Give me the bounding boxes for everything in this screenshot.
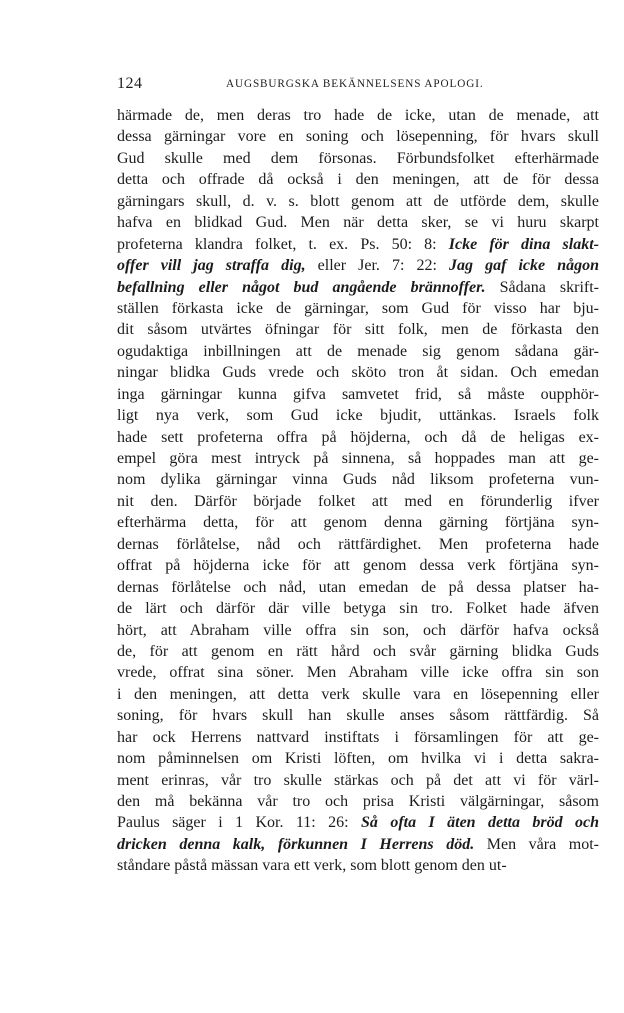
text-segment: soning, för hvars skull han skulle anses såsom rättfärdig. Så <box>117 707 599 725</box>
text-segment: har ock Herrens nattvard instiftats i församlingen för att ge- <box>117 728 599 746</box>
text-line <box>117 469 599 490</box>
text-segment: Paulus säger i 1 Kor. 11: 26: <box>117 814 362 832</box>
italic-quotation: befallning eller något bud angående brännoffer. <box>117 278 486 296</box>
text-line <box>117 362 599 383</box>
text-line <box>117 341 599 362</box>
italic-quotation: dricken denna kalk, förkunnen I Herrens död. <box>117 835 475 853</box>
text-segment: dernas förlåtelse och nåd, utan emedan de på dessa platser ha- <box>117 578 599 596</box>
text-line <box>117 641 599 662</box>
text-segment: dernas förlåtelse, nåd och rättfärdighet. Men profeterna hade <box>117 535 599 553</box>
text-line <box>117 791 599 812</box>
text-segment: nom påminnelsen om Kristi löften, om hvilka vi i detta sakra- <box>117 750 599 768</box>
page-header <box>117 75 599 95</box>
text-line <box>117 234 599 255</box>
text-segment: Gud skulle med dem försonas. Förbundsfolket efterhärmade <box>117 149 599 167</box>
text-line <box>117 491 599 512</box>
text-segment: profeterna klandra folket, t. ex. Ps. 50: 8: <box>117 235 449 253</box>
text-segment: i den meningen, att detta verk skulle vara en lösepenning eller <box>117 685 599 703</box>
text-line <box>117 448 599 469</box>
text-line <box>117 555 599 576</box>
text-line <box>117 727 599 748</box>
italic-quotation: Icke för dina slakt- <box>448 235 599 253</box>
text-line <box>117 534 599 555</box>
text-segment: nom dylika gärningar vinna Guds nåd liksom profeterna vun- <box>117 471 599 489</box>
text-line <box>117 255 599 276</box>
text-segment: efterhärma detta, för att genom denna gärning förtjäna syn- <box>117 514 599 532</box>
text-segment: detta och offrade då också i den meningen, att de för dessa <box>117 171 599 189</box>
text-line <box>117 705 599 726</box>
running-title: AUGSBURGSKA BEKÄNNELSENS APOLOGI. <box>226 78 484 90</box>
text-line <box>117 834 599 855</box>
text-segment: Sådana skrift- <box>485 278 599 296</box>
text-segment: vrede, offrat sina söner. Men Abraham ville icke offra sin son <box>117 664 599 682</box>
text-segment: ställen förkasta icke de gärningar, som Gud för visso har bju- <box>117 299 599 317</box>
text-segment: den må bekänna vår tro och prisa Kristi välgärningar, såsom <box>117 793 599 810</box>
text-line <box>117 598 599 619</box>
text-line <box>117 855 599 876</box>
text-segment: ogudaktiga inbillningen att de menade sig genom sådana gär- <box>117 342 599 360</box>
text-segment: ningar blidka Guds vrede och sköto tron åt sidan. Och emedan <box>117 364 599 382</box>
text-line <box>117 298 599 319</box>
text-line <box>117 169 599 190</box>
page-number: 124 <box>117 75 143 92</box>
text-line <box>117 384 599 405</box>
text-line <box>117 427 599 448</box>
text-line <box>117 748 599 769</box>
text-segment: dit såsom utvärtes öfningar för sitt folk, men de förkasta den <box>117 321 599 339</box>
text-segment: gärningars skull, d. v. s. blott genom att de utförde dem, skulle <box>117 192 599 210</box>
text-line <box>117 812 599 833</box>
text-line <box>117 319 599 340</box>
text-segment: de lärt och därför där ville betyga sin tro. Folket hade äfven <box>117 600 599 618</box>
text-segment: ment erinras, vår tro skulle stärkas och på det att vi för värl- <box>117 771 599 789</box>
body-text <box>117 105 599 877</box>
text-line <box>117 662 599 683</box>
text-line <box>117 620 599 641</box>
text-segment: Men våra mot- <box>474 835 599 853</box>
text-line <box>117 105 599 126</box>
italic-quotation: Så ofta I äten detta bröd och <box>361 814 600 832</box>
italic-quotation: Jag gaf icke någon <box>449 257 599 275</box>
text-line <box>117 277 599 298</box>
text-segment: inga gärningar kunna gifva samvetet frid, så måste oupphör- <box>117 385 599 403</box>
text-line <box>117 405 599 426</box>
text-segment: eller Jer. 7: 22: <box>305 257 450 275</box>
text-segment: dessa gärningar vore en soning och lösepenning, för hvars skull <box>117 128 599 146</box>
text-line <box>117 191 599 212</box>
text-segment: offrat på höjderna icke för att genom dessa verk förtjäna syn- <box>117 557 599 575</box>
text-line <box>117 770 599 791</box>
text-segment: ståndare påstå mässan vara ett verk, som blott genom den ut- <box>117 857 507 875</box>
text-segment: empel göra mest intryck på sinnena, så hoppades man att ge- <box>117 450 599 467</box>
text-line <box>117 126 599 147</box>
text-segment: hade sett profeterna offra på höjderna, och då de heligas ex- <box>117 428 599 446</box>
text-line <box>117 684 599 705</box>
text-segment: hafva en blidkad Gud. Men när detta sker, se vi huru skarpt <box>117 214 599 232</box>
italic-quotation: offer vill jag straffa dig, <box>117 257 306 275</box>
text-segment: hört, att Abraham ville offra sin son, och därför hafva också <box>117 621 599 639</box>
text-segment: de, för att genom en rätt hård och svår gärning blidka Guds <box>117 642 599 660</box>
text-line <box>117 577 599 598</box>
text-segment: nit den. Därför började folket att med en förunderlig ifver <box>117 492 599 510</box>
text-line <box>117 512 599 533</box>
text-line <box>117 148 599 169</box>
text-segment: ligt nya verk, som Gud icke bjudit, uttänkas. Israels folk <box>117 407 599 425</box>
text-segment: härmade de, men deras tro hade de icke, utan de menade, att <box>117 107 599 124</box>
text-line <box>117 212 599 233</box>
